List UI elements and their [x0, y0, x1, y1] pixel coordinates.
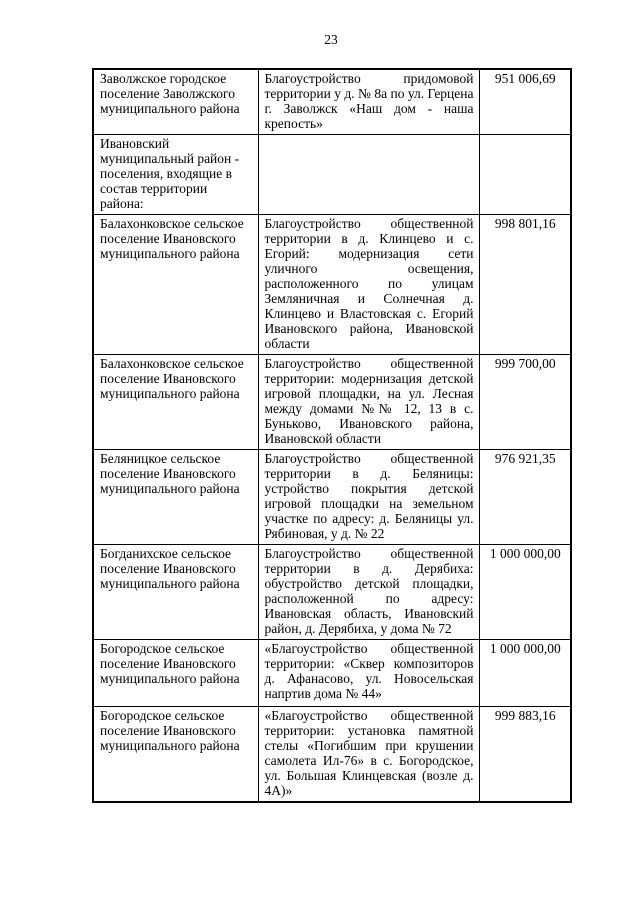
cell-amount: 1 000 000,00 [479, 545, 571, 640]
cell-description: Благоустройство общественной территории в д. Клинцево и с. Егорий: модернизация сети уличного освещения, расположенного по улицам Земляничная и Солнечная д. Клинцево и Властовская с. Егорий Ивановского района, Ивановской области [258, 215, 479, 355]
page-content [92, 0, 570, 803]
cell-municipality: Заволжское городское поселение Заволжского муниципального района [93, 69, 258, 135]
table-row [93, 545, 571, 640]
cell-description: Благоустройство общественной территории в д. Беляницы: устройство покрытия детской игровой площадки на земельном участке по адресу: д. Беляницы ул. Рябиновая, у д. № 22 [258, 450, 479, 545]
cell-description: «Благоустройство общественной территории: установка памятной стелы «Погибшим при крушении самолета Ил-76» в с. Богородское, ул. Большая Клинцевская (возле д. 4А)» [258, 707, 479, 803]
cell-amount: 999 883,16 [479, 707, 571, 803]
cell-description: Благоустройство общественной территории в д. Дерябиха: обустройство детской площадки, расположенной по адресу: Ивановская область, Ивановский район, д. Дерябиха, у дома № 72 [258, 545, 479, 640]
table-row [93, 355, 571, 450]
cell-description [258, 135, 479, 215]
cell-amount [479, 135, 571, 215]
cell-amount: 951 006,69 [479, 69, 571, 135]
cell-amount: 1 000 000,00 [479, 640, 571, 707]
cell-amount: 998 801,16 [479, 215, 571, 355]
cell-municipality: Богородское сельское поселение Ивановского муниципального района [93, 707, 258, 803]
table-row [93, 640, 571, 707]
cell-description: Благоустройство придомовой территории у д. № 8а по ул. Герцена г. Заволжск «Наш дом - наша крепость» [258, 69, 479, 135]
cell-municipality: Балахонковское сельское поселение Ивановского муниципального района [93, 215, 258, 355]
cell-amount: 976 921,35 [479, 450, 571, 545]
cell-description: «Благоустройство общественной территории: «Сквер композиторов д. Афанасово, ул. Новосельская напртив дома № 44» [258, 640, 479, 707]
cell-municipality: Беляницкое сельское поселение Ивановского муниципального района [93, 450, 258, 545]
table-row [93, 450, 571, 545]
cell-municipality: Балахонковское сельское поселение Ивановского муниципального района [93, 355, 258, 450]
cell-municipality: Богородское сельское поселение Ивановского муниципального района [93, 640, 258, 707]
cell-description: Благоустройство общественной территории: модернизация детской игровой площадки, на ул. Лесная между домами №№ 12, 13 в с. Буньково, Ивановского района, Ивановской области [258, 355, 479, 450]
table-row [93, 69, 571, 135]
table-row [93, 707, 571, 803]
table-row [93, 215, 571, 355]
funding-table [92, 68, 572, 803]
cell-municipality: Богданихское сельское поселение Ивановского муниципального района [93, 545, 258, 640]
cell-amount: 999 700,00 [479, 355, 571, 450]
section-row [93, 135, 571, 215]
page-number: 23 [324, 32, 338, 47]
cell-municipality: Ивановский муниципальный район - поселения, входящие в состав территории района: [93, 135, 258, 215]
